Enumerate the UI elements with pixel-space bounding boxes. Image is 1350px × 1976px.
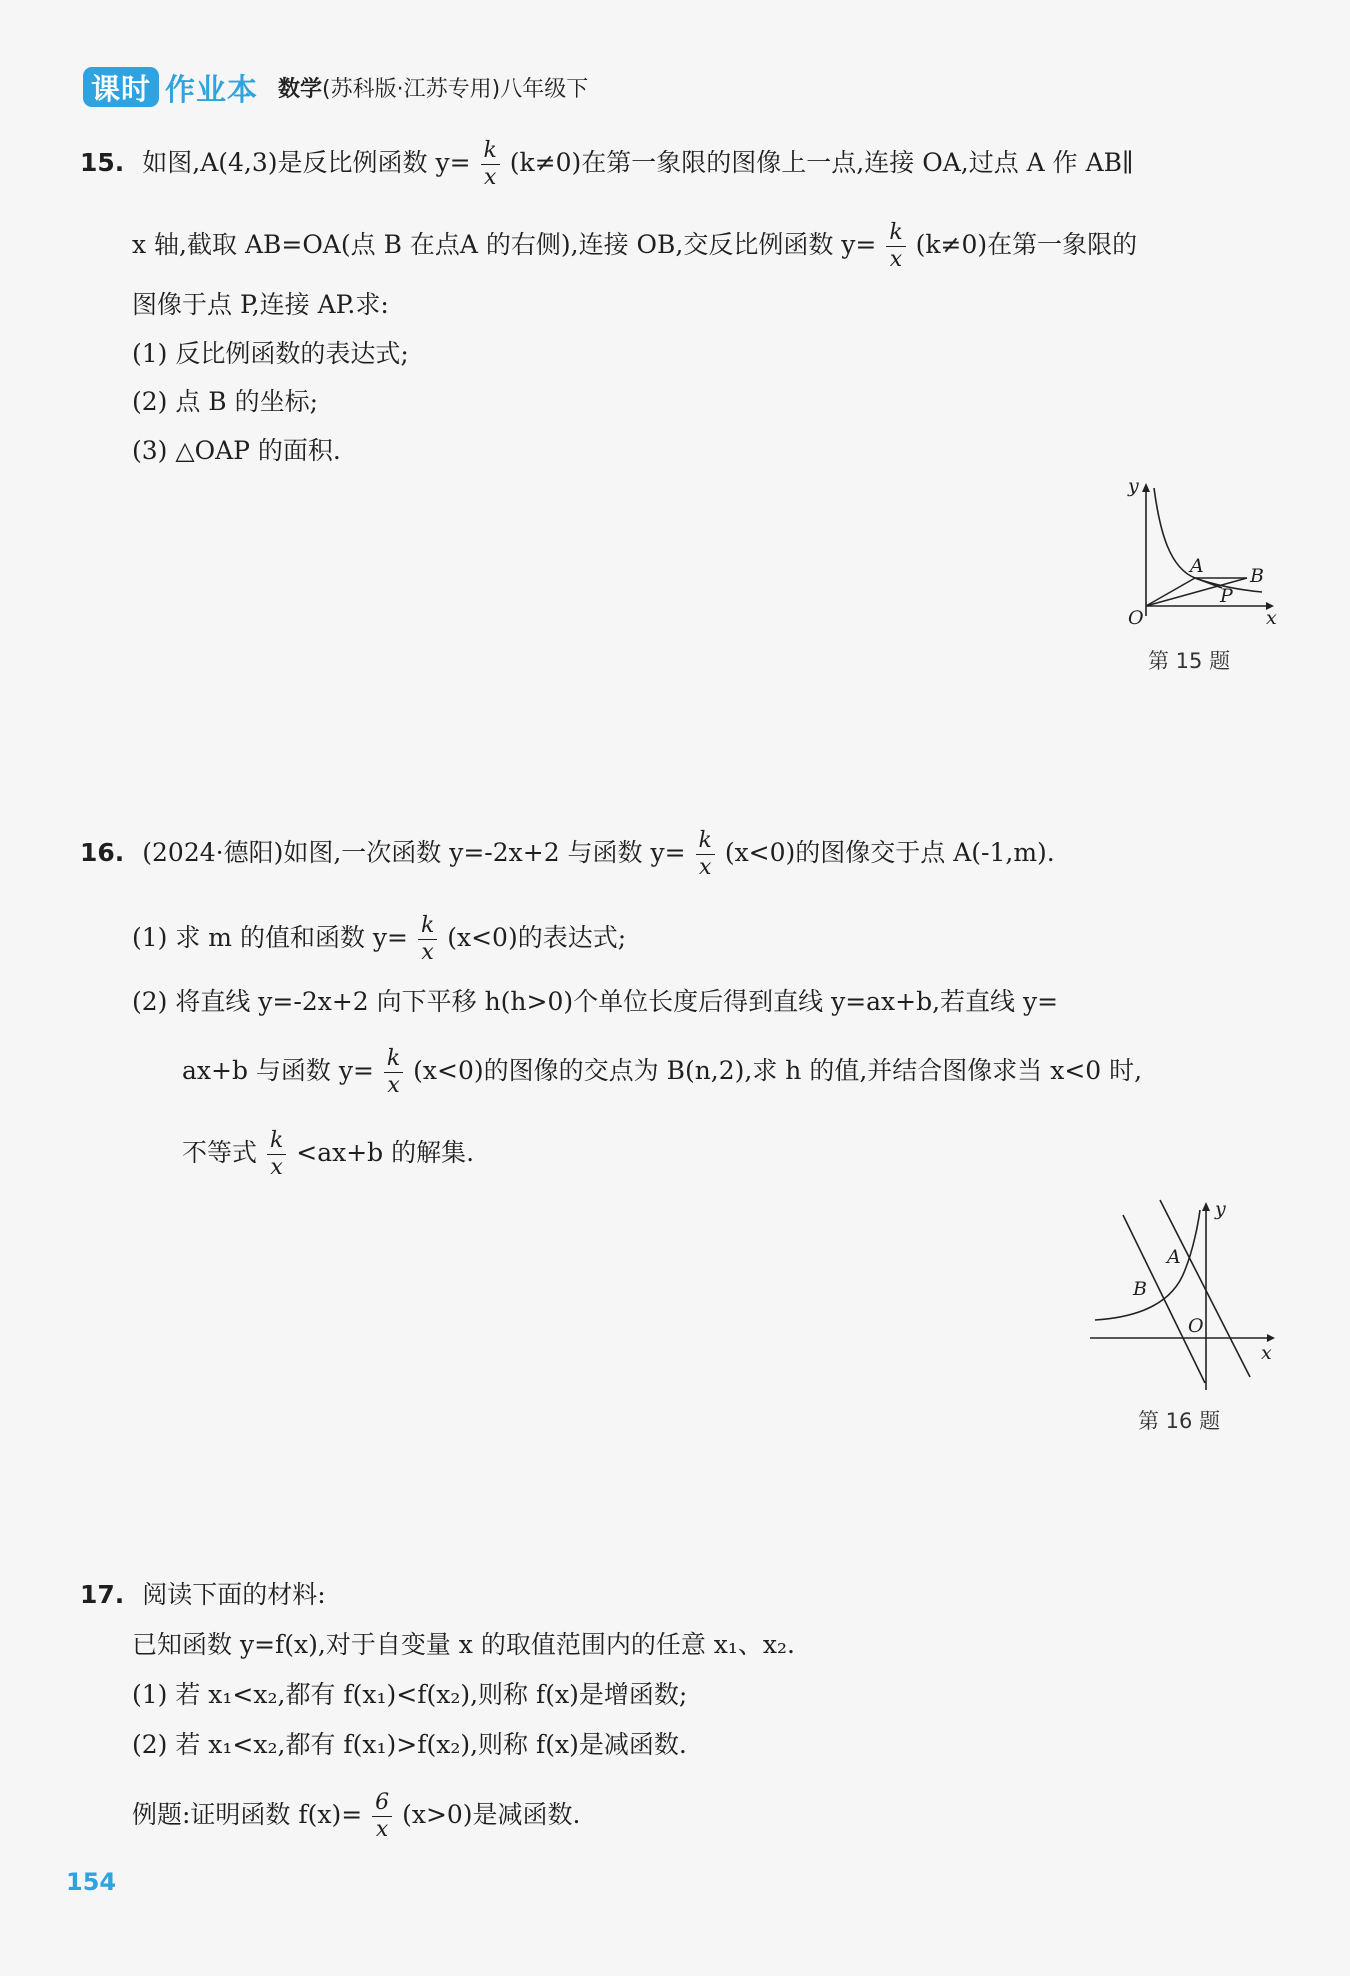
p15-question-1: (1) 反比例函数的表达式; <box>132 339 409 368</box>
p16-number: 16. <box>80 838 125 867</box>
p16-text-1: (2024·德阳)如图,一次函数 y=-2x+2 与函数 y= <box>142 838 686 867</box>
p17-fraction: $\frac{6}{x}$ <box>372 1792 392 1841</box>
p17-example-text-1: 例题:证明函数 f(x)= <box>132 1800 363 1829</box>
p17-condition-2: (2) 若 x₁<x₂,都有 f(x₁)>f(x₂),则称 f(x)是减函数. <box>132 1730 687 1759</box>
p15-question-3: (3) △OAP 的面积. <box>132 436 341 465</box>
p16-o-label: O <box>1188 1315 1204 1337</box>
p15-b-label: B <box>1250 565 1264 587</box>
book-edition: (苏科版·江苏专用)八年级下 <box>322 76 589 102</box>
p15-line-3: 图像于点 P,连接 AP.求: <box>132 290 389 319</box>
p16-line-1 <box>80 830 1055 879</box>
p15-a-label: A <box>1190 555 1204 577</box>
p15-text-1: 如图,A(4,3)是反比例函数 y= <box>142 148 471 177</box>
p16-question-1 <box>132 915 626 964</box>
p16-q2-text-1: ax+b 与函数 y= <box>182 1056 374 1085</box>
p15-question-2: (2) 点 B 的坐标; <box>132 387 319 416</box>
logo-badge: 课时 <box>83 67 159 107</box>
p15-figure <box>1110 478 1280 633</box>
p16-question-2-line-2 <box>182 1048 1142 1097</box>
p16-a-label: A <box>1167 1246 1181 1268</box>
p15-y-label: y <box>1128 478 1139 497</box>
p17-example-text-2: (x>0)是减函数. <box>402 1800 581 1829</box>
p15-text-2: (k≠0)在第一象限的图像上一点,连接 OA,过点 A 作 AB∥ <box>509 148 1134 177</box>
p16-fraction-1: $\frac{k}{x}$ <box>696 830 715 879</box>
p15-o-label: O <box>1128 607 1144 629</box>
page-number: 154 <box>66 1868 117 1896</box>
p15-figure-caption: 第 15 题 <box>1148 649 1231 673</box>
p17-condition-1: (1) 若 x₁<x₂,都有 f(x₁)<f(x₂),则称 f(x)是增函数; <box>132 1680 688 1709</box>
p17-line-1 <box>80 1578 326 1612</box>
p15-fraction-2: $\frac{k}{x}$ <box>886 222 905 271</box>
p17-given: 已知函数 y=f(x),对于自变量 x 的取值范围内的任意 x₁、x₂. <box>132 1630 795 1659</box>
p16-q2-text-3: 不等式 <box>182 1138 258 1167</box>
p16-fraction-4: $\frac{k}{x}$ <box>267 1130 286 1179</box>
p16-y-label: y <box>1215 1198 1226 1220</box>
p16-q1-text-2: (x<0)的表达式; <box>447 923 627 952</box>
p16-question-2-line-3 <box>182 1130 474 1179</box>
p17-intro: 阅读下面的材料: <box>142 1580 326 1609</box>
p16-q2-text-4: <ax+b 的解集. <box>296 1138 475 1167</box>
p15-text-3: x 轴,截取 AB=OA(点 B 在点A 的右侧),连接 OB,交反比例函数 y= <box>132 230 877 259</box>
p16-q2-text-2: (x<0)的图像的交点为 B(n,2),求 h 的值,并结合图像求当 x<0 时, <box>413 1056 1143 1085</box>
p16-text-2: (x<0)的图像交于点 A(-1,m). <box>724 838 1055 867</box>
p15-x-label: x <box>1266 607 1277 629</box>
p16-question-2-line-1: (2) 将直线 y=-2x+2 向下平移 h(h>0)个单位长度后得到直线 y=ax+b,若直线 y= <box>132 987 1059 1016</box>
p15-number: 15. <box>80 148 125 177</box>
p16-fraction-3: $\frac{k}{x}$ <box>384 1048 403 1097</box>
p16-b-label: B <box>1133 1278 1147 1300</box>
p16-figure-caption: 第 16 题 <box>1138 1409 1221 1433</box>
p15-text-4: (k≠0)在第一象限的 <box>915 230 1138 259</box>
page-header <box>83 62 588 112</box>
p16-fraction-2: $\frac{k}{x}$ <box>418 915 437 964</box>
logo-series: 作业本 <box>165 73 259 108</box>
p15-fraction-1: $\frac{k}{x}$ <box>481 140 500 189</box>
p16-q1-text-1: (1) 求 m 的值和函数 y= <box>132 923 408 952</box>
p16-figure <box>1085 1195 1285 1395</box>
p15-p-label: P <box>1220 585 1233 607</box>
p15-line-2 <box>132 222 1137 271</box>
book-subject: 数学 <box>278 76 323 102</box>
p16-x-label: x <box>1261 1342 1272 1364</box>
p17-example <box>132 1792 581 1841</box>
p15-line-1 <box>80 140 1134 189</box>
p17-number: 17. <box>80 1580 125 1609</box>
